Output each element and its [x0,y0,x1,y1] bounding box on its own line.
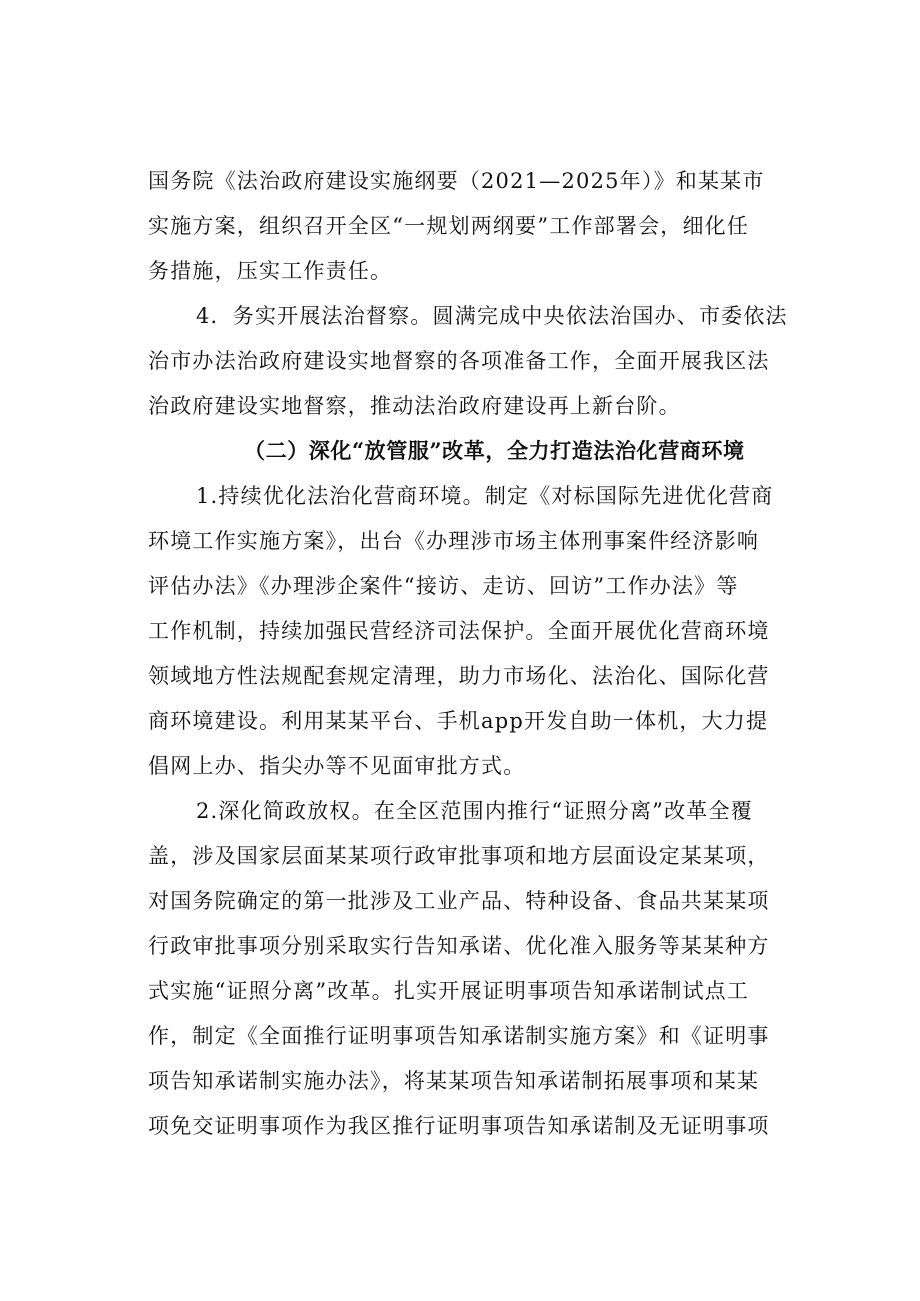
section-heading: （二）深化“放管服”改革，全力打造法治化营商环境 [244,438,745,463]
body-text-line: 评估办法》《办理涉企案件“接访、走访、回访”工作办法》等 [148,574,739,598]
body-text-line: 行政审批事项分别采取实行告知承诺、优化准入服务等某某种方 [148,934,770,958]
body-text-line: 倡网上办、指尖办等不见面审批方式。 [148,754,526,778]
body-text-line: 项告知承诺制实施办法》，将某某项告知承诺制拓展事项和某某 [148,1069,760,1093]
body-text-line: 对国务院确定的第一批涉及工业产品、特种设备、食品共某某项 [148,889,770,913]
paragraph-1-first-line: 1.持续优化法治化营商环境。制定《对标国际先进优化营商 [196,484,774,508]
body-text-line: 领域地方性法规配套规定清理，助力市场化、法治化、国际化营 [148,664,770,688]
paragraph-2-first-line: 2.深化简政放权。在全区范围内推行“证照分离”改革全覆 [196,799,753,823]
body-text-line: 作，制定《全面推行证明事项告知承诺制实施方案》和《证明事 [148,1024,770,1048]
body-text-line: 环境工作实施方案》，出台《办理涉市场主体刑事案件经济影响 [148,529,760,553]
body-text-line: 治市办法治政府建设实地督察的各项准备工作，全面开展我区法 [148,349,770,373]
body-text-line: 务措施，压实工作责任。 [148,259,393,283]
body-text-line: 盖，涉及国家层面某某项行政审批事项和地方层面设定某某项， [148,844,770,868]
body-text-line: 实施方案，组织召开全区“一规划两纲要”工作部署会，细化任 [148,214,750,238]
body-text-line: 商环境建设。利用某某平台、手机app开发自助一体机，大力提 [148,709,769,733]
body-text-line: 工作机制，持续加强民营经济司法保护。全面开展优化营商环境 [148,619,770,643]
body-text-line: 治政府建设实地督察，推动法治政府建设再上新台阶。 [148,394,681,418]
paragraph-4-first-line: 4．务实开展法治督察。圆满完成中央依法治国办、市委依法 [196,304,788,328]
body-text-line: 国务院《法治政府建设实施纲要（2021—2025年）》和某某市 [148,169,765,193]
body-text-line: 项免交证明事项作为我区推行证明事项告知承诺制及无证明事项 [148,1114,770,1138]
body-text-line: 式实施“证照分离”改革。扎实开展证明事项告知承诺制试点工 [148,979,750,1003]
